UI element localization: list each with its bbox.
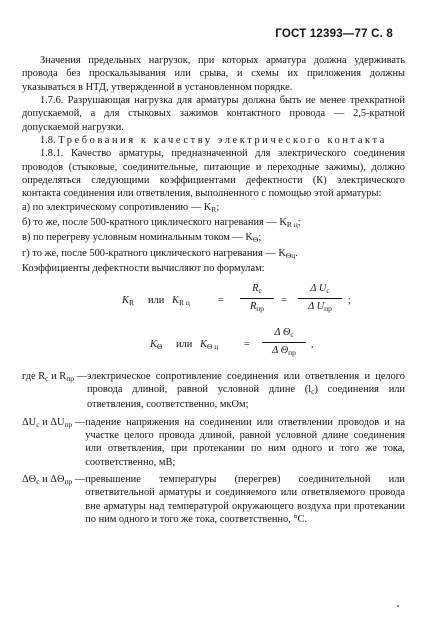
page-header: ГОСТ 12393—77 С. 8 — [275, 28, 393, 40]
scan-dot — [397, 605, 399, 607]
formula-or: или — [176, 338, 193, 350]
formula-equals: = — [244, 338, 250, 350]
formula-end: ; — [348, 294, 351, 306]
fraction-r: $R_с$ $R_{пр}$ — [240, 282, 274, 316]
definition-item — [22, 370, 405, 412]
fraction-theta: Δ $\Theta_с$ Δ $\Theta_{пр}$ — [262, 326, 306, 360]
formula-kr — [22, 282, 405, 322]
list-item: г) то же, после 500-кратного циклического нагревания — $K_{\Theta ц}$. — [22, 247, 298, 260]
formula-lhs: $K_R$ — [122, 294, 134, 307]
formula-lhs: $K_\Theta$ — [150, 338, 163, 351]
paragraph: Значения предельных нагрузок, при которых арматура должна удерживать провода без проскальзывания или срыва, и схемы их приложения должны указываться в НТД, утвержденной в установленном порядке. — [22, 55, 405, 93]
formula-lhs2: $K_{R ц}$ — [172, 294, 190, 307]
definition-term: $\Delta\Theta_с$ и $\Delta\Theta_{пр}$ — — [22, 473, 86, 486]
definition-item — [22, 416, 405, 469]
section-heading — [22, 134, 405, 147]
list-item: а) по электрическому сопротивлению — $K_R$; — [22, 201, 220, 214]
section-title: Требования к качеству электрического контакта — [58, 135, 388, 147]
definition-term: где $R_с$ и $R_{пр}$ — — [22, 370, 87, 383]
formula-or: или — [148, 294, 165, 306]
formula-end: , — [311, 338, 314, 350]
definition-term: $\Delta U_с$ и $\Delta U_{пр}$ — — [22, 416, 86, 429]
definition-item — [22, 473, 405, 526]
body-text — [22, 54, 405, 526]
paragraph: Коэффициенты дефектности вычисляют по формулам: — [22, 263, 265, 275]
formula-equals: = — [281, 294, 287, 306]
formula-lhs2: $K_{\Theta ц}$ — [200, 338, 219, 351]
fraction-u: Δ $U_с$ Δ $U_{пр}$ — [298, 282, 342, 316]
paragraph: 1.7.6. Разрушающая нагрузка для арматуры должна быть не менее трехкратной допускаемой, а для стыковых зажимов контактного провода — 2,5-кратной допускаемой нагрузки. — [22, 95, 405, 133]
list-item: в) по перегреву условным номинальным током — $K_\Theta$; — [22, 232, 262, 245]
definition-text: падение напряжения на соединении или ответвлении проводов и на участке целого провода длиной, равной условной длине соединения или ответвления, при протекании по ним одного и того же тока, соответственно, мВ; — [85, 416, 405, 468]
list-item: б) то же, после 500-кратного циклического нагревания — $K_{R ц}$; — [22, 217, 301, 230]
definitions-list — [22, 370, 405, 527]
paragraph: 1.8.1. Качество арматуры, предназначенной для электрического соединения проводов (стыковые, соединительные, питающие и переходные зажимы), должно определяться следующими коэффициентами дефектности (К) электрического контакта соединения или ответвления, выполненного с помощью этой арматуры: — [22, 148, 405, 200]
formula-ktheta — [22, 326, 405, 366]
definition-text: электрическое сопротивление соединения или ответвления и целого провода длиной, равной условной длине $(l_с)$ соединения или ответвления, соответственно, мкОм; — [86, 370, 405, 411]
formula-equals: = — [218, 294, 224, 306]
definition-text: превышение температуры (перегрев) соединительной или ответвительной арматуры и соединяемого или ответвляемого провода вне арматуры над температурой окружающего воздуха при протекании по ним одного и того же тока, соответственно, °С. — [85, 473, 405, 525]
section-number: 1.8. — [40, 135, 56, 147]
